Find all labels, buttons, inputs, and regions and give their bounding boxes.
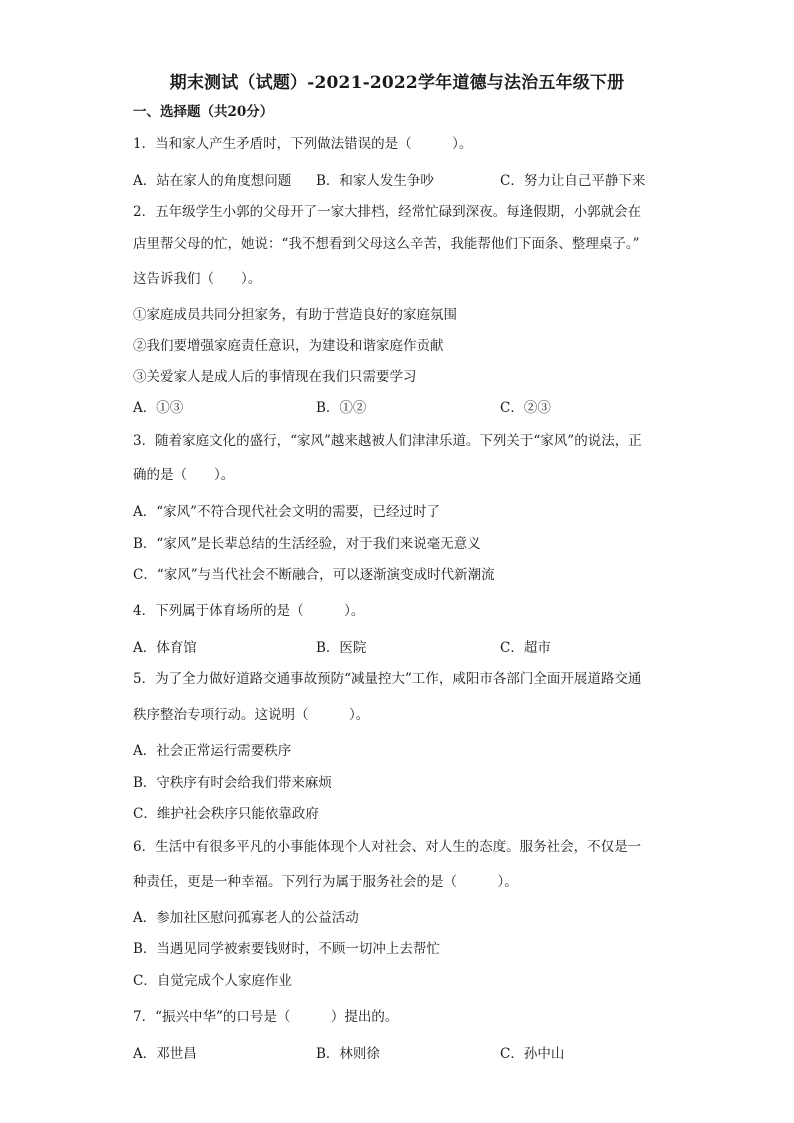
question-5-option-b: B．守秩序有时会给我们带来麻烦 (133, 775, 332, 791)
question-6-option-b: B．当遇见同学被索要钱财时，不顾一切冲上去帮忙 (133, 941, 440, 957)
question-3-stem-line-2: 确的是（ ）。 (133, 467, 235, 483)
question-3-option-c: C．“家风”与当代社会不断融合，可以逐渐演变成时代新潮流 (133, 567, 495, 583)
question-4-option-c: C．超市 (500, 640, 551, 656)
question-2-statement-2: ②我们要增强家庭责任意识，为建设和谐家庭作贡献 (133, 338, 444, 354)
question-3-option-b: B．“家风”是长辈总结的生活经验，对于我们来说毫无意义 (133, 536, 481, 552)
question-5-option-c: C．维护社会秩序只能依靠政府 (133, 806, 319, 822)
question-1-option-c: C．努力让自己平静下来 (500, 173, 646, 189)
question-2-statement-3: ③关爱家人是成人后的事情现在我们只需要学习 (133, 369, 417, 385)
question-5-stem-line-1: 5．为了全力做好道路交通事故预防“减量控大”工作，咸阳市各部门全面开展道路交通 (133, 671, 642, 687)
question-6-option-c: C．自觉完成个人家庭作业 (133, 973, 292, 989)
question-6-stem-line-1: 6．生活中有很多平凡的小事能体现个人对社会、对人生的态度。服务社会，不仅是一 (133, 839, 642, 855)
question-2-option-b: B．①② (316, 400, 367, 416)
question-6-option-a: A．参加社区慰问孤寡老人的公益活动 (133, 910, 359, 926)
question-2-statement-1: ①家庭成员共同分担家务，有助于营造良好的家庭氛围 (133, 307, 457, 323)
question-4-option-a: A．体育馆 (133, 640, 197, 656)
question-1-option-b: B．和家人发生争吵 (316, 173, 434, 189)
question-7-option-b: B．林则徐 (316, 1046, 380, 1062)
section-heading: 一、选择题（共20分） (133, 104, 274, 120)
question-2-option-c: C．②③ (500, 400, 551, 416)
question-3-stem-line-1: 3．随着家庭文化的盛行，“家风”越来越被人们津津乐道。下列关于“家风”的说法，正 (133, 433, 642, 449)
question-7-option-a: A．邓世昌 (133, 1046, 197, 1062)
question-5-stem-line-2: 秩序整治专项行动。这说明（ ）。 (133, 707, 370, 723)
question-2-stem-line-1: 2．五年级学生小郭的父母开了一家大排档，经常忙碌到深夜。每逢假期，小郭就会在 (133, 204, 642, 220)
question-3-option-a: A．“家风”不符合现代社会文明的需要，已经过时了 (133, 504, 441, 520)
question-6-stem-line-2: 种责任，更是一种幸福。下列行为属于服务社会的是（ ）。 (133, 874, 518, 890)
question-2-option-a: A．①③ (133, 400, 184, 416)
question-4-stem: 4．下列属于体育场所的是（ ）。 (133, 603, 365, 619)
page-title: 期末测试（试题）-2021-2022学年道德与法治五年级下册 (169, 73, 625, 93)
question-1-option-a: A．站在家人的角度想问题 (133, 173, 292, 189)
question-1-stem: 1．当和家人产生矛盾时，下列做法错误的是（ ）。 (133, 136, 473, 152)
question-7-option-c: C．孙中山 (500, 1046, 565, 1062)
question-4-option-b: B．医院 (316, 640, 367, 656)
question-2-stem-line-3: 这告诉我们（ ）。 (133, 271, 262, 287)
question-5-option-a: A．社会正常运行需要秩序 (133, 743, 292, 759)
question-2-stem-line-2: 店里帮父母的忙，她说：“我不想看到父母这么辛苦，我能帮他们下面条、整理桌子。” (133, 236, 640, 252)
question-7-stem: 7．“振兴中华”的口号是（ ）提出的。 (133, 1009, 399, 1025)
